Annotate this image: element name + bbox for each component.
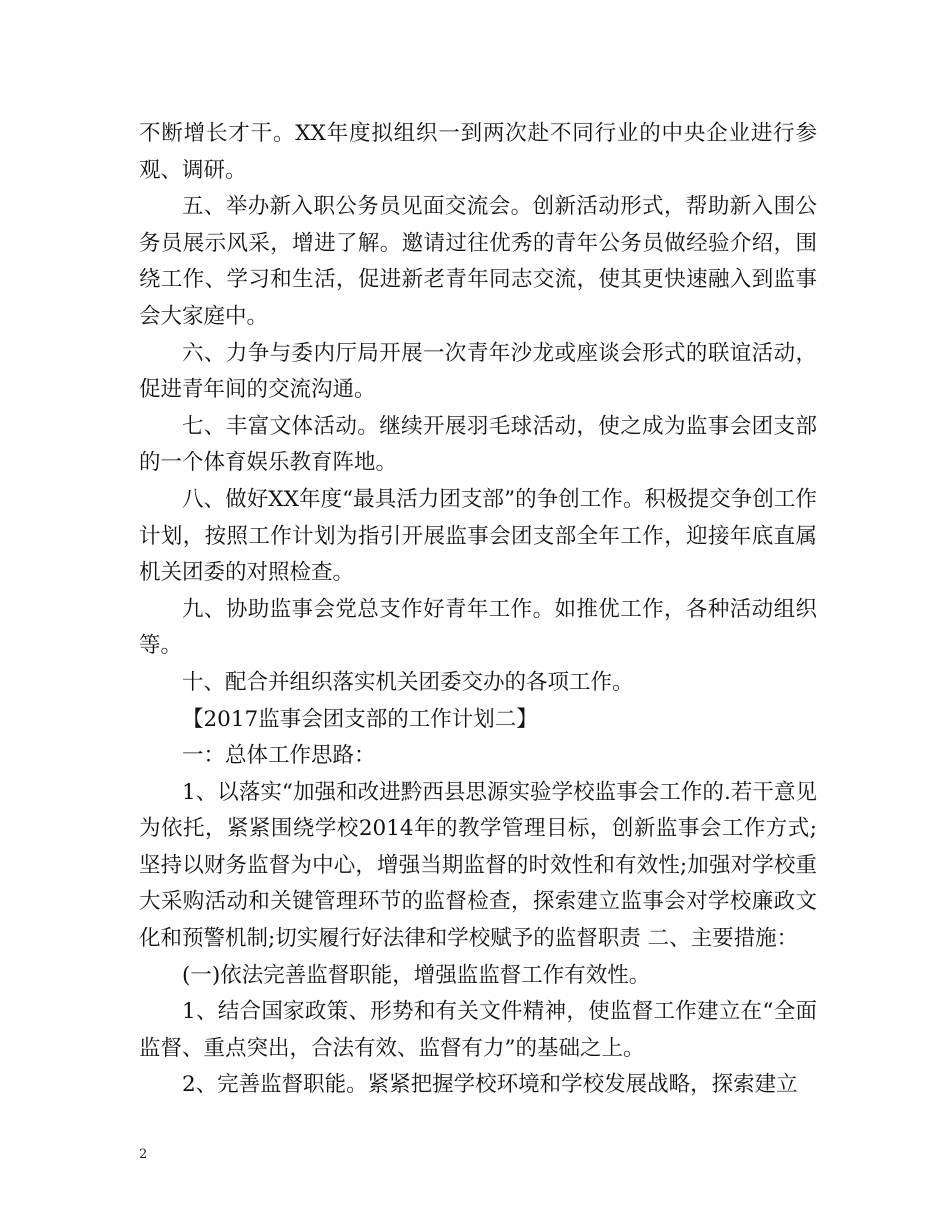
paragraph: 八、做好XX年度“最具活力团支部”的争创工作。积极提交争创工作计划，按照工作计划为指引开展监事会团支部全年工作，迎接年底直属机关团委的对照检查。 xyxy=(139,486,817,586)
paragraph: 六、力争与委内厅局开展一次青年沙龙或座谈会形式的联谊活动，促进青年间的交流沟通。 xyxy=(139,340,817,403)
paragraph: 七、丰富文体活动。继续开展羽毛球活动，使之成为监事会团支部的一个体育娱乐教育阵地。 xyxy=(139,413,817,476)
page-number: 2 xyxy=(139,1147,148,1162)
section-heading: 【2017监事会团支部的工作计划二】 xyxy=(182,706,538,732)
paragraph: 九、协助监事会党总支作好青年工作。如推优工作，各种活动组织等。 xyxy=(139,596,817,659)
paragraph: 1、以落实“加强和改进黔西县思源实验学校监事会工作的.若干意见为依托，紧紧围绕学校2014年的教学管理目标，创新监事会工作方式;坚持以财务监督为中心，增强当期监督的时效性和有效性;加强对学校重大采购活动和关键管理环节的监督检查，探索建立监事会对学校廉政文化和预警机制;切实履行好法律和学校赋予的监督职责 二、主要措施： xyxy=(139,779,817,952)
paragraph: 1、结合国家政策、形势和有关文件精神，使监督工作建立在“全面监督、重点突出，合法有效、监督有力”的基础之上。 xyxy=(139,999,817,1061)
paragraph: 十、配合并组织落实机关团委交办的各项工作。 xyxy=(182,669,634,695)
document-body xyxy=(139,116,817,1104)
subsection-heading: 一：总体工作思路： xyxy=(182,743,376,769)
subsection-heading: (一)依法完善监督职能，增强监监督工作有效性。 xyxy=(182,962,651,988)
paragraph: 2、完善监督职能。紧紧把握学校环境和学校发展战略，探索建立 xyxy=(182,1072,798,1098)
paragraph: 五、举办新入职公务员见面交流会。创新活动形式，帮助新入围公务员展示风采，增进了解。邀请过往优秀的青年公务员做经验介绍，围绕工作、学习和生活，促进新老青年同志交流，使其更快速融入到监事会大家庭中。 xyxy=(139,194,817,329)
paragraph: 不断增长才干。XX年度拟组织一到两次赴不同行业的中央企业进行参观、调研。 xyxy=(139,121,817,183)
